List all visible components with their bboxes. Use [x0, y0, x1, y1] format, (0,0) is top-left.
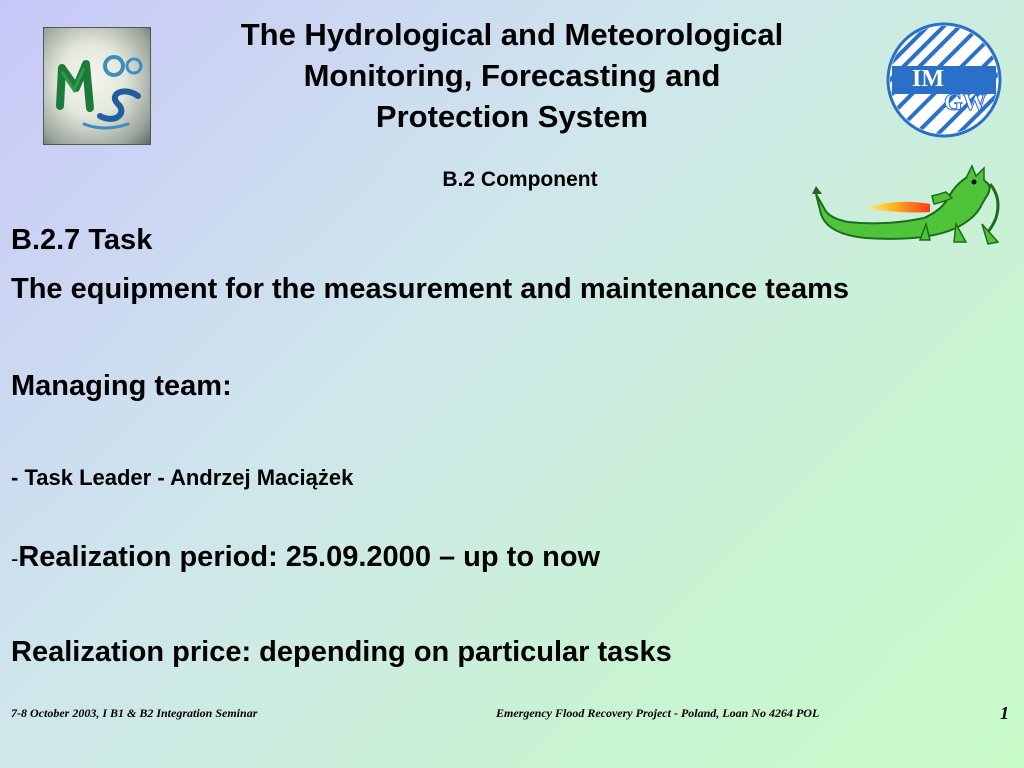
realization-period-text: Realization period: 25.09.2000 – up to now [18, 541, 601, 573]
mos-logo-icon [43, 27, 151, 145]
footer-seminar: 7-8 October 2003, I B1 & B2 Integration Seminar [11, 706, 258, 720]
imgw-logo-icon [886, 22, 1002, 138]
realization-price: Realization price: depending on particular tasks [11, 636, 672, 668]
imgw-text-bottom: GW [944, 90, 987, 116]
page-number: 1 [1000, 703, 1009, 723]
title-line-3: Protection System [375, 99, 649, 134]
title-line-2: Monitoring, Forecasting and [303, 58, 721, 93]
managing-team-heading: Managing team: [11, 370, 232, 402]
slide-subtitle: B.2 Component [442, 168, 598, 191]
task-heading: B.2.7 Task [11, 224, 153, 256]
imgw-text-top: IM [912, 66, 944, 92]
period-dash: - [11, 546, 19, 571]
realization-period [11, 541, 600, 574]
title-line-1: The Hydrological and Meteorological [240, 17, 784, 52]
task-description: The equipment for the measurement and maintenance teams [11, 273, 849, 305]
slide-title [200, 14, 824, 137]
dragon-icon [806, 164, 1008, 248]
footer-project: Emergency Flood Recovery Project - Poland, Loan No 4264 POL [496, 706, 820, 720]
task-leader: - Task Leader - Andrzej Maciążek [11, 465, 354, 490]
